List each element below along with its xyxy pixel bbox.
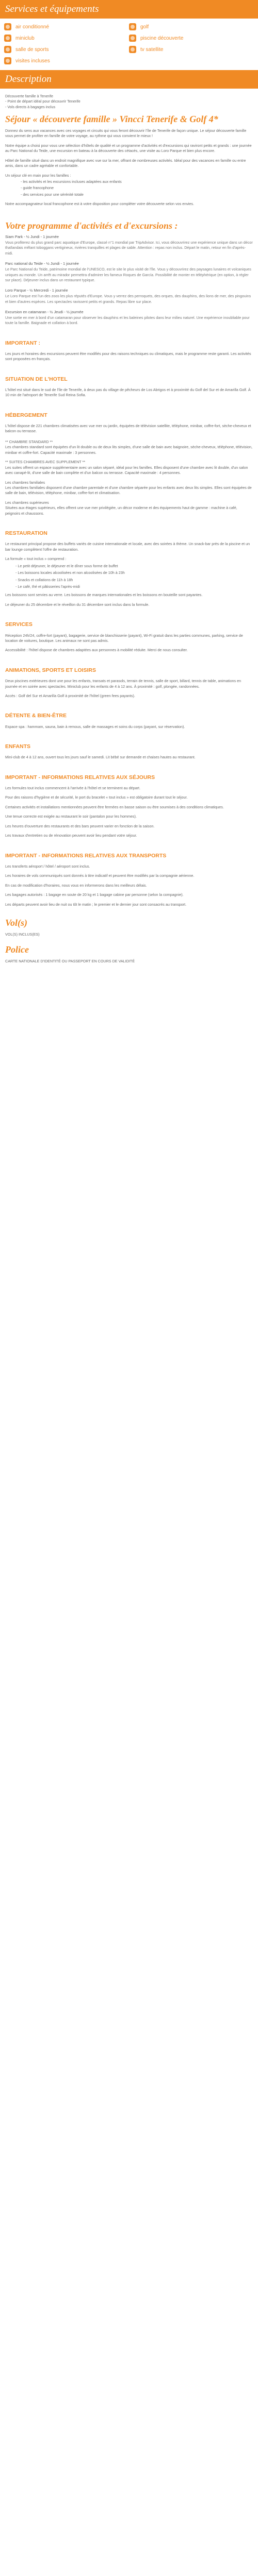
service-item — [129, 33, 254, 43]
activity-head: Siam Park - ½ Jundi - 1 journée — [5, 234, 59, 240]
activity-text: Une sortie en mer à bord d'un catamaran pour observer les dauphins et les baleines pilotes dans leur milieu naturel. Une expérience inoubliable pour toute la famille. Baignade et collation à bord. — [5, 315, 250, 326]
intro-line: - Point de départ idéal pour découvrir Tenerife — [5, 99, 80, 104]
formule-note: Les boissons sont servies au verre. Les boissons de marques internationales et les boissons en bouteille sont payantes. — [5, 592, 203, 598]
paragraph: - guide francophone — [21, 185, 54, 191]
paragraph: Donnez du sens aux vacances avec ces voyages et circuits qui vous feront découvrir l’île de Tenerife de façon unique. Le séjour découverte famille vous permet de profiter en famille de votre voyage, au rythme qui vous convient le mieux ! — [5, 128, 247, 139]
service-item — [4, 56, 129, 66]
child-icon — [4, 35, 11, 42]
info-text: Certaines activités et installations mentionnées peuvent être fermées en basse saison ou être soumises à des conditions climatiques. — [5, 804, 224, 809]
hotel-title: Séjour « découverte famille » Vincci Tenerife & Golf 4* — [5, 114, 218, 125]
restauration-text: Le restaurant principal propose des buffets variés de cuisine internationale et locale, avec des soirées à thème. Un snack-bar près de la piscine et un bar lounge complètent l'offre de restauration. — [5, 541, 250, 552]
activity — [5, 288, 253, 304]
activity — [5, 310, 253, 326]
vols-text: VOL(S) INCLUS(ES) — [5, 931, 40, 937]
description-header: Description — [0, 70, 258, 89]
activity — [5, 261, 253, 283]
service-item — [4, 33, 129, 43]
situation-title: SITUATION DE L'HOTEL — [5, 376, 68, 382]
service-item — [4, 22, 129, 32]
room-title: ** CHAMBRE STANDARD ** — [5, 439, 53, 444]
important-text: Les jours et horaires des excursions peuvent être modifiés pour des raisons techniques ou climatiques, mais le programme reste garanti. Les activités sont proposées en français. — [5, 351, 251, 362]
info-sejours-title: IMPORTANT - INFORMATIONS RELATIVES AUX SÉJOURS — [5, 774, 155, 781]
paragraph: Un séjour clé en main pour les familles : — [5, 173, 71, 178]
services-title: SERVICES — [5, 621, 33, 628]
intro-line: Découverte famille à Tenerife — [5, 94, 53, 98]
page — [0, 0, 258, 970]
service-label: salle de sports — [15, 46, 49, 53]
service-item — [129, 22, 254, 32]
intro — [5, 94, 253, 110]
animations-text: Accès : Golf del Sur et Amarilla Golf à proximité de l'hôtel (green fees payants). — [5, 693, 135, 698]
room-text: Les chambres familiales disposent d'une chambre parentale et d'une chambre séparée pour les enfants avec deux lits simples. Elles sont équipées de salle de bain, télévision, téléphone, minibar, coffre-fort et climatisation. — [5, 485, 252, 496]
formule-item: - Le petit déjeuner, le déjeuner et le dîner sous forme de buffet — [15, 563, 118, 568]
activity — [5, 234, 253, 256]
service-label: piscine découverte — [140, 35, 184, 41]
paragraph: Notre équipe a choisi pour vous une sélection d'hôtels de qualité et un programme d'activités et d'excursions qui raviront petits et grands : une journée au Parc National du Teide, une excursion en bateau à la découverte des cétacés, une visite au Loro Parque et bien plus encore. — [5, 143, 252, 154]
police-text: CARTE NATIONALE D'IDENTITÉ OU PASSEPORT EN COURS DE VALIDITÉ — [5, 958, 135, 963]
formule-item: - Le café, thé et pâtisseries l'après-midi — [15, 584, 80, 589]
formule-item: - Les boissons locales alcoolisées et non alcoolisées de 10h à 23h — [15, 570, 125, 575]
programme-title: Votre programme d'activités et d'excursions : — [5, 220, 178, 231]
services-header: Services et équipements — [0, 0, 258, 19]
activity-head: Parc national du Teide - ½ Jundi - 1 journée — [5, 261, 79, 266]
paragraph: - des services pour une sérénité totale — [21, 192, 84, 197]
formule-title: La formule « tout inclus » comprend : — [5, 556, 67, 562]
room-title: Les chambres familiales — [5, 480, 45, 485]
intro-line: - Vols directs à bagages inclus — [5, 104, 56, 109]
info-text: Une tenue correcte est exigée au restaurant le soir (pantalon pour les hommes). — [5, 814, 137, 819]
services-grid — [0, 19, 258, 70]
formule-list — [15, 564, 253, 590]
detente-text: Espace spa : hammam, sauna, bain à remous, salle de massages et soins du corps (payant, sur réservation). — [5, 724, 185, 729]
animations-text: Deux piscines extérieures dont une pour les enfants, transats et parasols, terrain de tennis, salle de sport, billard, tennis de table, animations en journée et en soirée avec spectacles. Miniclub pour les enfants de 4 à 12 ans. À proximité : golf, plongée, randonnées. — [5, 679, 241, 689]
activity-text: Le Loro Parque est l'un des zoos les plus réputés d'Europe. Vous y verrez des perroquets, des orques, des dauphins, des lions de mer, des pingouins et bien d'autres espèces. Les spectacles ravissent petits et grands. Repas libre sur place. — [5, 294, 251, 304]
pool-icon — [129, 35, 136, 42]
service-label: air conditionné — [15, 24, 50, 30]
activity-text: Vous profiterez du plus grand parc aquatique d'Europe, classé n°1 mondial par TripAdvisor. Ici, vous découvrirez une expérience unique dans un décor thaïlandais mêlant toboggans vertigineux, rivières tranquilles et plages de sable. Attention : repas non inclus. Départ le matin, retour en fin d'après-midi. — [5, 240, 253, 256]
restauration-title: RESTAURATION — [5, 530, 47, 537]
info-text: Les formules tout inclus commencent à l'arrivée à l'hôtel et se terminent au départ. — [5, 785, 141, 790]
service-label: tv satellite — [140, 46, 164, 53]
situation-text: L'hôtel est situé dans le sud de l'île de Tenerife, à deux pas du village de pêcheurs de Los Abrigos et à proximité du Golf del Sur et de Amarilla Golf. À 10 min de l'aéroport de Tenerife Sud Reina Sofia. — [5, 387, 251, 398]
hebergement-text: L'hôtel dispose de 221 chambres climatisées avec vue mer ou jardin, équipées de télévision satellite, téléphone, minibar, coffre-fort, sèche-cheveux et balcon ou terrasse. — [5, 423, 251, 434]
room-text: Les chambres standard sont équipées d'un lit double ou de deux lits simples, d'une salle de bain avec baignoire, sèche-cheveux, téléphone, télévision, minibar et coffre-fort. Capacité maximale : 3 personnes. — [5, 445, 253, 455]
info-text: Pour des raisons d'hygiène et de sécurité, le port du bracelet « tout inclus » est obligatoire durant tout le séjour. — [5, 795, 188, 800]
info-text: Les travaux d'entretien ou de rénovation peuvent avoir lieu pendant votre séjour. — [5, 833, 137, 838]
transport-text: Les départs peuvent avoir lieu de nuit ou tôt le matin ; le premier et le dernier jour sont consacrés au transport. — [5, 902, 187, 907]
hebergement-title: HÉBERGEMENT — [5, 412, 47, 418]
transport-text: Les transferts aéroport / hôtel / aéroport sont inclus. — [5, 863, 90, 869]
dejeuner-text: Le déjeuner du 25 décembre et le réveillon du 31 décembre sont inclus dans la formule. — [5, 602, 150, 607]
enfants-text: Mini-club de 4 à 12 ans, ouvert tous les jours sauf le samedi. Lit bébé sur demande et chaises hautes au restaurant. — [5, 755, 196, 760]
dumbbell-icon — [4, 46, 11, 53]
activity-head: Loro Parque - ½ Mercredi - 1 journée — [5, 288, 68, 293]
service-item — [129, 44, 254, 55]
service-label: miniclub — [15, 35, 35, 41]
paragraph: Hôtel de famille situé dans un endroit magnifique avec vue sur la mer, offrant de nombreuses activités. Idéal pour des vacances en famille ou entre amis, dans un cadre agréable et confortable. — [5, 158, 246, 168]
activity-head: Excursion en catamaran - ½ Jeudi - ½ journée — [5, 310, 84, 315]
animations-title: ANIMATIONS, SPORTS ET LOISIRS — [5, 667, 96, 673]
transport-text: En cas de modification d'horaires, nous vous en informerons dans les meilleurs délais. — [5, 883, 147, 888]
room-text: Situées aux étages supérieurs, elles offrent une vue mer privilégiée, un décor moderne et des équipements haut de gamme : machine à café, peignoirs et chaussons. — [5, 505, 237, 516]
vols-title: Vol(s) — [5, 917, 28, 928]
service-label: visites incluses — [15, 58, 50, 64]
enfants-title: ENFANTS — [5, 743, 31, 750]
info-transports-title: IMPORTANT - INFORMATIONS RELATIVES AUX TRANSPORTS — [5, 852, 167, 859]
police-title: Police — [5, 944, 29, 955]
important-title: IMPORTANT : — [5, 340, 41, 346]
paragraph: - les activités et les excursions incluses adaptées aux enfants — [21, 179, 122, 184]
service-label: golf — [140, 24, 149, 30]
formule-item: - Snacks et collations de 11h à 18h — [15, 577, 73, 582]
service-item — [4, 44, 129, 55]
snowflake-icon — [4, 23, 11, 30]
description-section — [0, 89, 258, 970]
room-title: ** SUITES CHAMBRES AVEC SUPPLEMENT ** — [5, 460, 86, 465]
golf-icon — [129, 23, 136, 30]
room-title: Les chambres supérieures — [5, 500, 49, 505]
info-text: Les heures d'ouverture des restaurants et des bars peuvent varier en fonction de la saison. — [5, 823, 155, 828]
services-text: Réception 24h/24, coffre-fort (payant), bagagerie, service de blanchisserie (payant), Wi-Fi gratuit dans les parties communes, parking, service de location de voitures, boutique. Les animaux ne sont pas admis. — [5, 633, 243, 643]
detente-title: DÉTENTE & BIEN-ÊTRE — [5, 713, 67, 719]
bus-icon — [4, 57, 11, 64]
activity-text: Le Parc National du Teide, patrimoine mondial de l'UNESCO, est le site le plus visité de l'île. Vous y découvrirez des paysages lunaires et volcaniques uniques au monde. Un arrêt au mirador permettra d'admirer les fameux Roques de García. Possibilité de monter en téléphérique (en option, à régler sur place). Déjeuner inclus dans un restaurant typique. — [5, 267, 251, 282]
room-text: Les suites offrent un espace supplémentaire avec un salon séparé, idéal pour les familles. Elles disposent d'une chambre avec lit double, d'un salon avec canapé-lit, d'une salle de bain complète et d'un balcon ou terrasse. Capacité maximale : 4 personnes. — [5, 465, 248, 476]
transport-text: Les horaires de vols communiqués sont donnés à titre indicatif et peuvent être modifiés par la compagnie aérienne. — [5, 873, 195, 878]
tv-icon — [129, 46, 136, 53]
services-text: Accessibilité : l'hôtel dispose de chambres adaptées aux personnes à mobilité réduite. Merci de nous consulter. — [5, 648, 188, 653]
transport-text: Les bagages autorisés : 1 bagage en soute de 20 kg et 1 bagage cabine par personne (selon la compagnie). — [5, 892, 184, 897]
paragraph: Notre accompagnateur local francophone est à votre disposition pour compléter votre découverte selon vos envies. — [5, 201, 194, 207]
